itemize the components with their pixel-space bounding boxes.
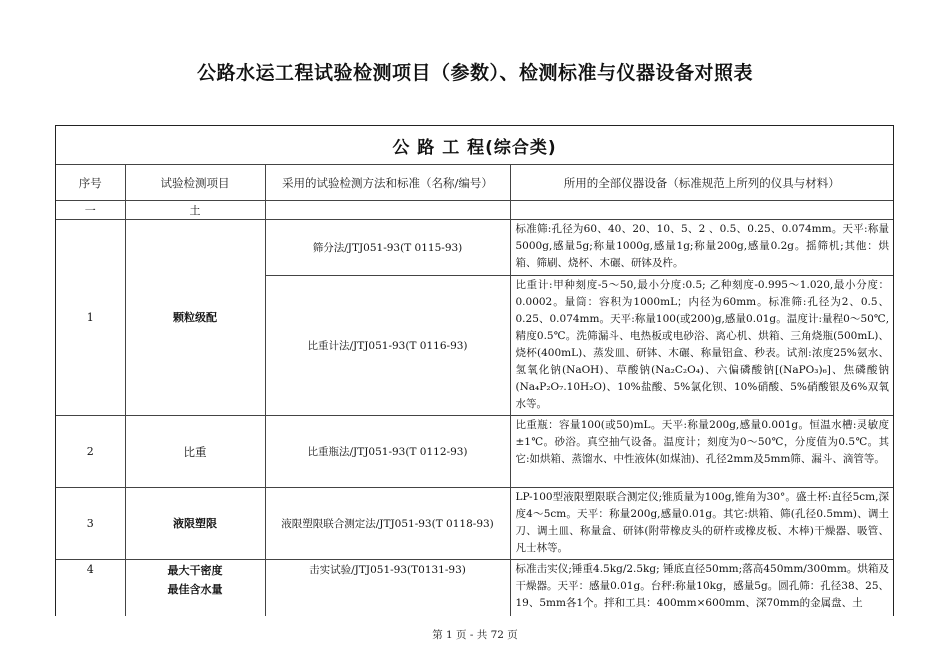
- table-row: [56, 560, 893, 617]
- header-equipment: 所用的全部仪器设备（标准规范上所列的仪具与材料）: [510, 165, 893, 201]
- row-item: 液限塑限: [125, 488, 265, 560]
- table-header-row: [56, 165, 893, 201]
- header-method: 采用的试验检测方法和标准（名称/编号）: [265, 165, 510, 201]
- standards-table-frame: [55, 125, 894, 616]
- row-equipment: 标准筛:孔径为60、40、20、10、5、2 、0.5、0.25、0.074mm。天平:称量5000g,感量5g;称量1000g,感量1g;称量200g,感量0.2g。摇筛机;其他：烘箱、筛刷、烧杯、木碾、研钵及杵。: [510, 220, 893, 276]
- row-item-line: 最佳含水量: [167, 583, 223, 596]
- header-no: 序号: [56, 165, 125, 201]
- category-row: [56, 201, 893, 220]
- category-name: 土: [125, 201, 265, 220]
- section-heading: 公 路 工 程(综合类): [56, 126, 893, 165]
- row-equipment: LP-100型液限塑限联合测定仪;锥质量为100g,锥角为30°。盛土杯:直径5cm,深度4～5cm。天平：称量200g,感量0.01g。其它:烘箱、筛(孔径0.5mm)、调土刀、调土皿、称量盒、研钵(附带橡皮头的研杵或橡皮板、木棒)干燥器、吸管、凡士林等。: [510, 488, 893, 560]
- row-no: 3: [56, 488, 125, 560]
- page-footer: 第 1 页 - 共 72 页: [432, 629, 518, 641]
- row-equipment: 比重计:甲种刻度-5～50,最小分度:0.5; 乙种刻度-0.995～1.020,最小分度：0.0002。量筒：容积为1000mL；内径为60mm。标准筛:孔径为2、0.5、0.25、0.074mm。天平:称量100(或200)g,感量0.01g。温度计:量程0～50℃,精度0.5℃。洗筛漏斗、电热板或电砂浴、离心机、烘箱、三角烧瓶(500mL)、烧杯(400mL)、蒸发皿、研钵、木碾、称量铝盒、秒表。试剂:浓度25%氨水、氢氧化钠(NaOH)、草酸钠(Na₂C₂O₄)、六偏磷酸钠[(NaPO₃)₆]、焦磷酸钠(Na₄P₂O₇.10H₂O)、10%盐酸、5%氯化钡、10%硝酸、5%硝酸银及6%双氧水等。: [510, 276, 893, 416]
- standards-table: [56, 126, 893, 616]
- row-item: [125, 560, 265, 617]
- row-method: 击实试验/JTJ051-93(T0131-93): [265, 560, 510, 617]
- category-method-empty: [265, 201, 510, 220]
- table-row: [56, 220, 893, 276]
- row-method: 液限塑限联合测定法/JTJ051-93(T 0118-93): [265, 488, 510, 560]
- category-equipment-empty: [510, 201, 893, 220]
- row-item: 比重: [125, 416, 265, 488]
- row-no: 1: [56, 220, 125, 416]
- row-no: 4: [56, 560, 125, 617]
- table-row: [56, 416, 893, 488]
- row-item-line: 最大干密度: [167, 564, 223, 577]
- category-no: 一: [56, 201, 125, 220]
- row-method: 比重瓶法/JTJ051-93(T 0112-93): [265, 416, 510, 488]
- row-equipment: 标准击实仪;锤重4.5kg/2.5kg; 锤底直径50mm;落高450mm/300mm。烘箱及干燥器。天平：感量0.01g。台秤:称量10kg，感量5g。圆孔筛：孔径38、25、19、5mm各1个。拌和工具：400mm×600mm、深70mm的金属盘、土: [510, 560, 893, 617]
- table-row: [56, 488, 893, 560]
- row-no: 2: [56, 416, 125, 488]
- row-item: 颗粒级配: [125, 220, 265, 416]
- row-equipment: 比重瓶：容量100(或50)mL。天平:称量200g,感量0.001g。恒温水槽:灵敏度±1℃。砂浴。真空抽气设备。温度计；刻度为0～50℃，分度值为0.5℃。其它:如烘箱、蒸馏水、中性液体(如煤油)、孔径2mm及5mm筛、漏斗、滴管等。: [510, 416, 893, 488]
- row-method: 比重计法/JTJ051-93(T 0116-93): [265, 276, 510, 416]
- document-title: 公路水运工程试验检测项目（参数）、检测标准与仪器设备对照表: [196, 62, 753, 84]
- row-method: 筛分法/JTJ051-93(T 0115-93): [265, 220, 510, 276]
- header-item: 试验检测项目: [125, 165, 265, 201]
